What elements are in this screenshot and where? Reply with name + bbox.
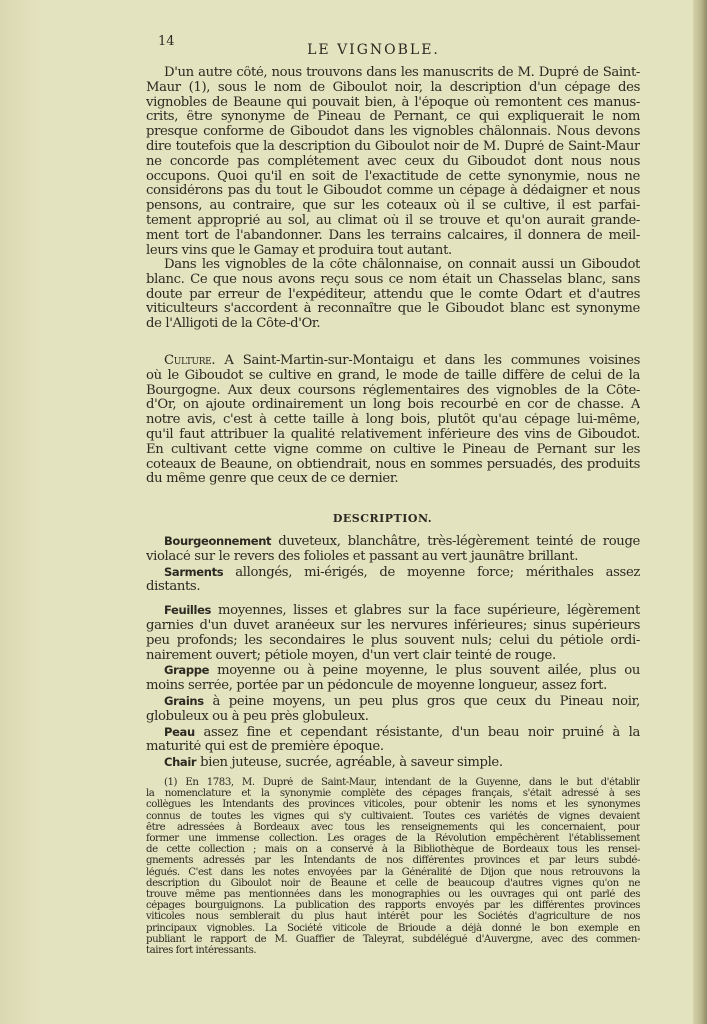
text-line: pensons, au contraire, que sur les coteaux où il se cultive, il est parfai- xyxy=(146,199,640,214)
text-line xyxy=(146,369,640,384)
text-line: publiant le rapport de M. Guaffier de Taleyrat, subdélégué d'Auvergne, avec des commen- xyxy=(146,933,640,945)
text-line: dire toutefois que la description du Giboulot noir de M. Dupré de Saint-Maur xyxy=(146,139,640,154)
description-item xyxy=(146,694,640,725)
text-run: moins serrée, portée par un pédoncule de moyenne longueur, assez fort. xyxy=(146,679,607,694)
footnote xyxy=(146,777,640,956)
description-term: Chair xyxy=(164,755,197,770)
text-run: allongés, mi-érigés, de moyenne force; mérithales assez xyxy=(223,564,640,580)
description-term: Feuilles xyxy=(164,603,212,618)
text-line xyxy=(146,603,640,619)
paragraph-1 xyxy=(146,66,640,258)
text-line xyxy=(146,398,640,413)
text-run: duveteux, blanchâtre, très-légèrement teinté de rouge xyxy=(271,534,640,549)
text-line xyxy=(146,663,640,679)
text-line: doute par erreur de l'expéditeur, attendu que le comte Odart et d'autres xyxy=(146,287,640,302)
text-run: qu'il faut attribuer la qualité relativement inférieure des vins de Giboudot. xyxy=(146,427,640,442)
description-item xyxy=(146,755,640,771)
text-line: cépages bourguignons. La publication des rapports envoyés par les différentes provinces xyxy=(146,900,640,912)
description-term: Grappe xyxy=(164,663,210,678)
description-item xyxy=(146,663,640,694)
culture-paragraph xyxy=(146,354,640,487)
text-line: taires fort intéressants. xyxy=(146,945,257,957)
culture-label: Culture. xyxy=(164,354,216,368)
text-run: notre avis, c'est à cette taille à long bois, plutôt qu'au cépage lui-même, xyxy=(146,413,640,428)
text-line: tement approprié au sol, au climat où il se trouve et qu'on aurait grande- xyxy=(146,213,640,228)
text-line xyxy=(146,634,640,649)
text-run: nairement ouvert; pétiole moyen, d'un vert clair teinté de rouge. xyxy=(146,648,556,663)
text-line: de cette collection ; mais on a conservé à la Bibliothèque de Bordeaux tous les rensei- xyxy=(146,844,640,856)
text-line: (1) En 1783, M. Dupré de Saint-Maur, intendant de la Guyenne, dans le but d'établir xyxy=(164,777,640,788)
text-line xyxy=(146,413,640,428)
text-line xyxy=(146,472,640,487)
text-line xyxy=(146,428,640,443)
text-run: A Saint-Martin-sur-Montaigu et dans les communes voisines xyxy=(215,354,640,368)
text-line xyxy=(146,694,640,710)
spacer xyxy=(146,595,640,603)
text-line xyxy=(146,649,640,664)
text-line: viticulteurs s'accordent à reconnaître que le Giboudot blanc est synonyme xyxy=(146,302,640,317)
text-line xyxy=(146,458,640,473)
text-line xyxy=(146,740,640,755)
text-run: bien juteuse, sucrée, agréable, à saveur simple. xyxy=(196,755,503,771)
text-line xyxy=(146,725,640,741)
description-term: Peau xyxy=(164,724,195,739)
description-term: Bourgeonnement xyxy=(164,534,272,548)
description-term: Sarments xyxy=(164,564,224,579)
text-line: connus de toutes les vignes qui s'y cultivaient. Toutes ces variétés de vignes devaient xyxy=(146,810,640,822)
description-item xyxy=(146,565,640,596)
page-number: 14 xyxy=(158,34,175,49)
text-line xyxy=(146,710,640,725)
text-line: collègues les Intendants des provinces viticoles, pour obtenir les noms et les synonymes xyxy=(146,799,640,811)
text-line: gnements adressés par les Intendants de nos différentes provinces et par leurs subdé- xyxy=(146,855,640,867)
text-line: D'un autre côté, nous trouvons dans les manuscrits de M. Dupré de Saint- xyxy=(164,66,640,80)
text-line: trouve même pas mentionnées dans les monographies ou les ouvrages qui ont parlé des xyxy=(146,889,640,901)
text-line xyxy=(146,534,640,550)
text-line xyxy=(146,755,640,771)
text-line: blanc. Ce que nous avons reçu sous ce nom était un Chasselas blanc, sans xyxy=(146,272,640,287)
text-run: où le Giboudot se cultive en grand, le mode de taille diffère de celui de la xyxy=(146,368,640,383)
text-line: Maur (1), sous le nom de Giboulot noir, la description d'un cépage des xyxy=(146,80,640,95)
running-head: LE VIGNOBLE. xyxy=(307,42,440,58)
text-line: former une immense collection. Les orages de la Révolution empêchèrent l'établissement xyxy=(146,833,640,845)
text-run: moyennes, lisses et glabres sur la face supérieure, légèrement xyxy=(211,603,640,619)
text-line: description du Giboulot noir de Beaune et celle de beaucoup d'autres vignes qu'on ne xyxy=(146,877,640,889)
description-item xyxy=(146,603,640,663)
text-line: être adressées à Bordeaux avec tous les renseignements qui les concernaient, pour xyxy=(146,821,640,833)
paragraph-2 xyxy=(146,258,640,332)
text-run: Bourgogne. Aux deux coursons réglementaires des vignobles de la Côte- xyxy=(146,383,640,398)
text-line xyxy=(146,443,640,458)
text-line: considérons pas du tout le Giboudot comme un cépage à dédaigner et nous xyxy=(146,184,640,199)
text-line xyxy=(146,550,640,565)
text-line xyxy=(146,580,640,595)
text-run: distants. xyxy=(146,580,201,595)
text-run: à peine moyens, un peu plus gros que ceux du Pineau noir, xyxy=(203,693,640,709)
description-term: Grains xyxy=(164,693,204,708)
text-run: moyenne ou à peine moyenne, le plus souvent ailée, plus ou xyxy=(209,663,640,679)
text-run: globuleux ou à peu près globuleux. xyxy=(146,709,369,724)
text-run: d'Or, on ajoute ordinairement un long bois recourbé en cor de chasse. A xyxy=(146,398,640,413)
text-line xyxy=(146,619,640,634)
text-run: coteaux de Beaune, on obtiendrait, nous en sommes persuadés, des produits xyxy=(146,457,640,472)
text-run: peu profonds; les secondaires le plus souvent nuls; celui du pétiole ordi- xyxy=(146,633,640,648)
text-run: maturité qui est de première époque. xyxy=(146,740,384,755)
description-item xyxy=(146,725,640,756)
text-line: légués. C'est dans les notes envoyées par la Généralité de Dijon que nous retrouvons la xyxy=(146,866,640,878)
text-run: En cultivant cette vigne comme on cultive le Pineau de Pernant sur les xyxy=(146,442,640,457)
text-line: principaux vignobles. La Société viticole de Brioude a déjà donné le bon exemple en xyxy=(146,922,640,934)
text-line: occupons. Quoi qu'il en soit de l'exactitude de cette synonymie, nous ne xyxy=(146,169,640,184)
text-line: Dans les vignobles de la côte châlonnaise, on connait aussi un Giboudot xyxy=(164,258,640,272)
text-line xyxy=(146,679,640,694)
text-line xyxy=(146,384,640,399)
description-list xyxy=(146,534,640,771)
text-run: garnies d'un duvet aranéeux sur les nervures inférieures; sinus supérieurs xyxy=(146,618,640,633)
text-line: vignobles de Beaune qui pouvait bien, à l'époque où remontent ces manus- xyxy=(146,95,640,110)
text-run: assez fine et cependant résistante, d'un beau noir pruiné à la xyxy=(194,724,640,740)
text-line: viticoles nous semblerait du plus haut intérêt pour les Sociétés d'agriculture de nos xyxy=(146,911,640,923)
description-heading: DESCRIPTION. xyxy=(332,512,433,525)
text-line: ne concorde pas complétement avec ceux du Giboudot dont nous nous xyxy=(146,154,640,169)
text-line: crits, être synonyme de Pineau de Pernant, ce qui expliquerait le nom xyxy=(146,110,640,125)
description-item xyxy=(146,534,640,565)
text-line xyxy=(146,565,640,581)
text-line: ment tort de l'abandonner. Dans les terrains calcaires, il donnera de meil- xyxy=(146,228,640,243)
text-line: leurs vins que le Gamay et produira tout autant. xyxy=(146,243,452,258)
text-line: de l'Alligoti de la Côte-d'Or. xyxy=(146,317,321,332)
text-run: du même genre que ceux de ce dernier. xyxy=(146,472,399,487)
text-line xyxy=(146,354,640,369)
text-run: violacé sur le revers des folioles et passant au vert jaunâtre brillant. xyxy=(146,549,579,564)
text-line: presque conforme de Giboudot dans les vignobles châlonnais. Nous devons xyxy=(146,125,640,140)
text-line: la nomenclature et la synonymie complète des cépages français, s'était adressé à ses xyxy=(146,788,640,800)
